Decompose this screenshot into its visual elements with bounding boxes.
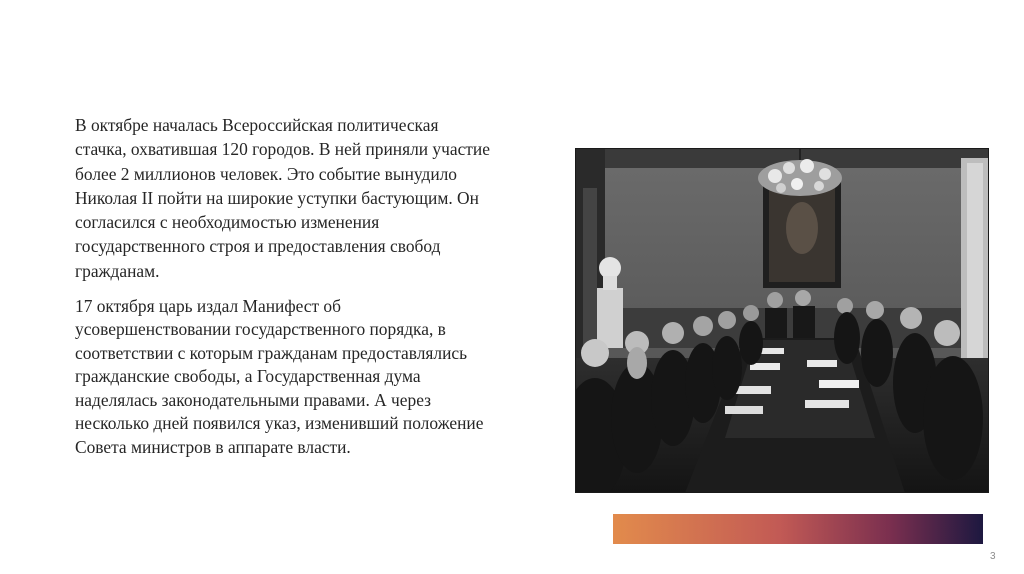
photo-pedestal <box>597 288 623 348</box>
decorative-gradient-bar <box>613 514 983 544</box>
text-block <box>75 113 493 459</box>
paragraph-manifesto: 17 октября царь издал Манифест об усовершенствовании государственного порядка, в соответствии с которым гражданам предоставлялись гражданские свободы, а Государственная дума наделялась законодательными правами. А через несколько дней появился указ, изменивший положение Совета министров в аппарате власти. <box>75 296 484 457</box>
page-number: 3 <box>990 551 996 562</box>
photo-bust <box>599 257 621 279</box>
paragraph-strike: В октябре началась Всероссийская политическая стачка, охватившая 120 городов. В ней приняли участие более 2 миллионов человек. Это событие вынудило Николая II пойти на широкие уступки бастующим. Он согласился с необходимостью изменения государственного строя и предоставления свобод гражданам. <box>75 115 490 281</box>
archival-photo <box>575 148 989 493</box>
